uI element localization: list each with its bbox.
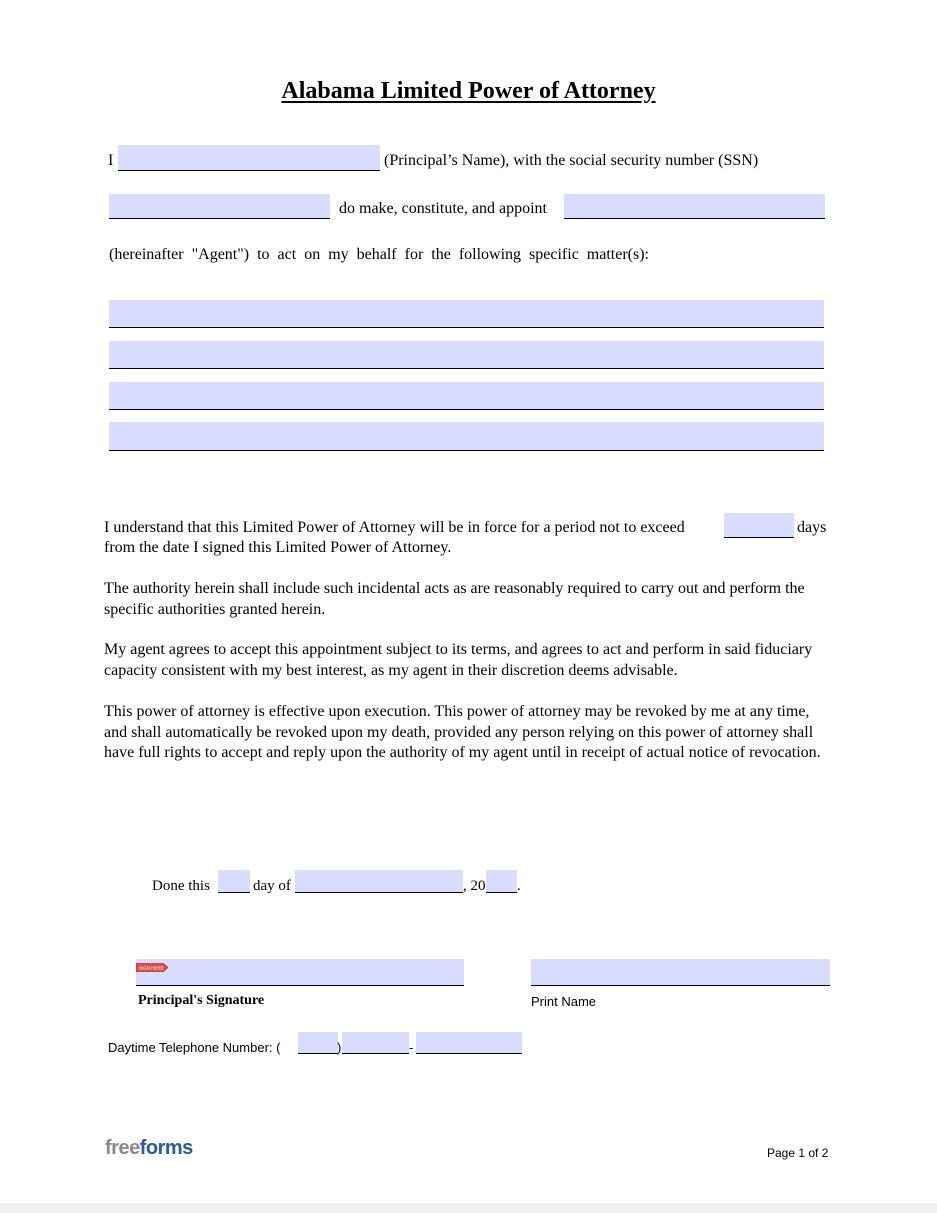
- phone-label: Daytime Telephone Number: (: [108, 1040, 281, 1055]
- logo-forms-text: forms: [139, 1137, 193, 1159]
- matter-field-2[interactable]: [109, 341, 824, 369]
- page-bottom-edge: [0, 1203, 937, 1213]
- matter-field-4[interactable]: [109, 422, 824, 451]
- agent-definition-text: (hereinafter "Agent") to act on my behalf for the following specific matter(s):: [109, 246, 649, 263]
- sign-tag-icon: [136, 963, 168, 972]
- done-this-label: Done this: [152, 878, 210, 894]
- period: .: [517, 878, 521, 894]
- month-field[interactable]: [295, 870, 463, 893]
- print-name-field[interactable]: [531, 959, 830, 986]
- principal-name-field[interactable]: [118, 145, 380, 171]
- sign-tag-text: SIGN HERE: [139, 965, 164, 971]
- revocation-paragraph: This power of attorney is effective upon execution. This power of attorney may be revoked by me at any time, and shall automatically be revoked upon my death, provided any person relying on this power of attorney shall have full rights to accept and reply upon the authority of my agent until in receipt of actual notice of revocation.: [104, 703, 821, 761]
- day-of-label: day of: [253, 878, 291, 894]
- ssn-field[interactable]: [109, 194, 330, 219]
- appoint-text: do make, constitute, and appoint: [339, 200, 547, 217]
- matter-field-3[interactable]: [109, 382, 824, 410]
- principal-name-label: (Principal’s Name), with the social security number (SSN): [384, 152, 759, 169]
- incidental-acts-paragraph: The authority herein shall include such incidental acts as are reasonably required to carry out and perform the specific authorities granted herein.: [104, 580, 805, 618]
- phone-dash: -: [409, 1040, 414, 1055]
- print-name-label: Print Name: [531, 994, 597, 1009]
- agent-agreement-paragraph: My agent agrees to accept this appointment subject to its terms, and agrees to act and perform in said fiduciary capacity consistent with my best interest, as my agent in their discretion deems advisable.: [104, 641, 813, 679]
- phone-close-paren: ): [337, 1040, 342, 1055]
- principal-signature-label: Principal's Signature: [138, 993, 265, 1008]
- sign-here-tag: [136, 959, 168, 971]
- logo-free-text: free: [105, 1137, 140, 1159]
- principal-signature-field[interactable]: [136, 959, 464, 986]
- phone-line-field[interactable]: [416, 1032, 522, 1054]
- page-number: Page 1 of 2: [767, 1146, 829, 1160]
- days-label: days: [797, 519, 827, 536]
- matter-field-1[interactable]: [109, 300, 824, 328]
- phone-prefix-field[interactable]: [342, 1032, 409, 1054]
- year-field[interactable]: [486, 870, 517, 893]
- document-title: Alabama Limited Power of Attorney: [281, 78, 656, 104]
- i-prefix: I: [108, 152, 114, 169]
- duration-text-line2: from the date I signed this Limited Power of Attorney.: [104, 539, 452, 556]
- phone-area-field[interactable]: [298, 1032, 338, 1054]
- day-field[interactable]: [218, 870, 250, 893]
- days-field[interactable]: [724, 513, 794, 538]
- agent-name-field[interactable]: [564, 194, 825, 219]
- year-prefix-label: , 20: [463, 878, 486, 894]
- freeforms-logo[interactable]: [105, 1137, 193, 1160]
- duration-text: I understand that this Limited Power of Attorney will be in force for a period not to exceed: [104, 519, 685, 536]
